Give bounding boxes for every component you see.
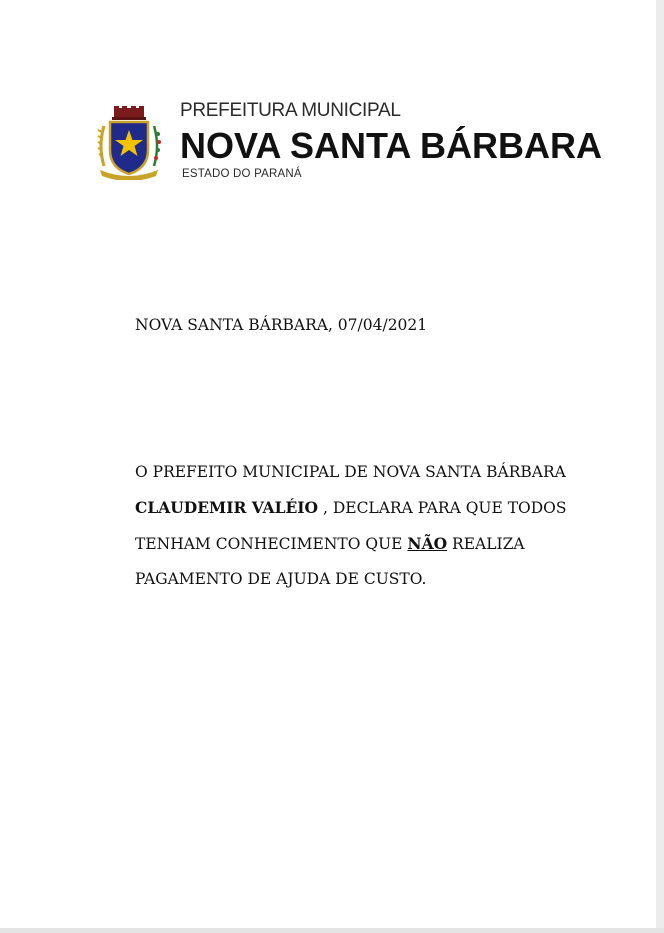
declaration-line-1: O PREFEITO MUNICIPAL DE NOVA SANTA BÁRBARA xyxy=(135,463,566,481)
mayor-name: CLAUDEMIR VALÉIO xyxy=(135,498,319,517)
org-name-prefix: PREFEITURA MUNICIPAL xyxy=(180,100,401,121)
declaration-line-4: PAGAMENTO DE AJUDA DE CUSTO. xyxy=(135,570,427,588)
municipal-coat-of-arms-icon xyxy=(94,106,164,180)
org-name-main: NOVA SANTA BÁRBARA xyxy=(180,125,602,166)
page-edge-bottom xyxy=(0,928,664,933)
declaration-line-3-end: REALIZA xyxy=(447,535,525,553)
declaration-paragraph xyxy=(135,455,575,597)
negation-emphasis: NÃO xyxy=(407,534,448,553)
declaration-line-2 xyxy=(135,490,575,526)
declaration-line-3 xyxy=(135,526,575,562)
letterhead xyxy=(94,100,602,190)
declaration-line-2-text: , DECLARA PARA QUE TODOS xyxy=(318,499,567,517)
org-state: ESTADO DO PARANÁ xyxy=(182,168,302,180)
declaration-line-3-start: TENHAM CONHECIMENTO QUE xyxy=(135,535,408,553)
place-and-date: NOVA SANTA BÁRBARA, 07/04/2021 xyxy=(135,316,428,334)
page-edge-right xyxy=(656,0,664,933)
